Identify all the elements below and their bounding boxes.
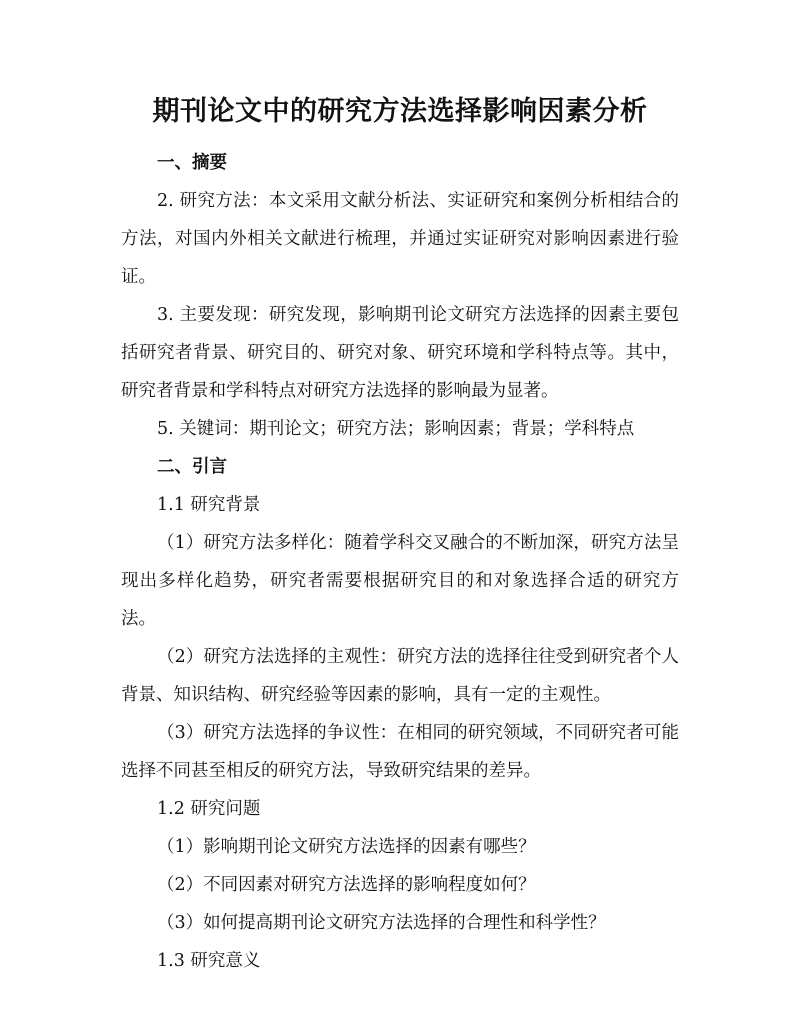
- list-item: （2）不同因素对研究方法选择的影响程度如何？: [157, 875, 536, 895]
- paragraph-methods: 2. 研究方法：本文采用文献分析法、实证研究和案例分析相结合的方法，对国内外相关文献进行梳理，并通过实证研究对影响因素进行验证。: [121, 191, 679, 287]
- document-body: [121, 144, 679, 980]
- paragraph-findings: 3. 主要发现：研究发现，影响期刊论文研究方法选择的因素主要包括研究者背景、研究目的、研究对象、研究环境和学科特点等。其中，研究者背景和学科特点对研究方法选择的影响最为显著。: [121, 305, 679, 401]
- list-item: （1）研究方法多样化：随着学科交叉融合的不断加深，研究方法呈现出多样化趋势，研究者需要根据研究目的和对象选择合适的研究方法。: [121, 533, 679, 629]
- list-item: （1）影响期刊论文研究方法选择的因素有哪些？: [157, 837, 536, 857]
- section-heading-introduction: 二、引言: [157, 457, 227, 477]
- list-item: （3）研究方法选择的争议性：在相同的研究领域，不同研究者可能选择不同甚至相反的研究方法，导致研究结果的差异。: [121, 723, 679, 781]
- subsection-heading-significance: 1.3 研究意义: [157, 951, 261, 971]
- paragraph-keywords: 5. 关键词：期刊论文；研究方法；影响因素；背景；学科特点: [157, 419, 635, 439]
- section-heading-abstract: 一、摘要: [157, 153, 227, 173]
- list-item: （3）如何提高期刊论文研究方法选择的合理性和科学性？: [157, 913, 606, 933]
- subsection-heading-background: 1.1 研究背景: [157, 495, 261, 515]
- subsection-heading-questions: 1.2 研究问题: [157, 799, 261, 819]
- list-item: （2）研究方法选择的主观性：研究方法的选择往往受到研究者个人背景、知识结构、研究经验等因素的影响，具有一定的主观性。: [121, 647, 679, 705]
- document-title: 期刊论文中的研究方法选择影响因素分析: [152, 96, 648, 127]
